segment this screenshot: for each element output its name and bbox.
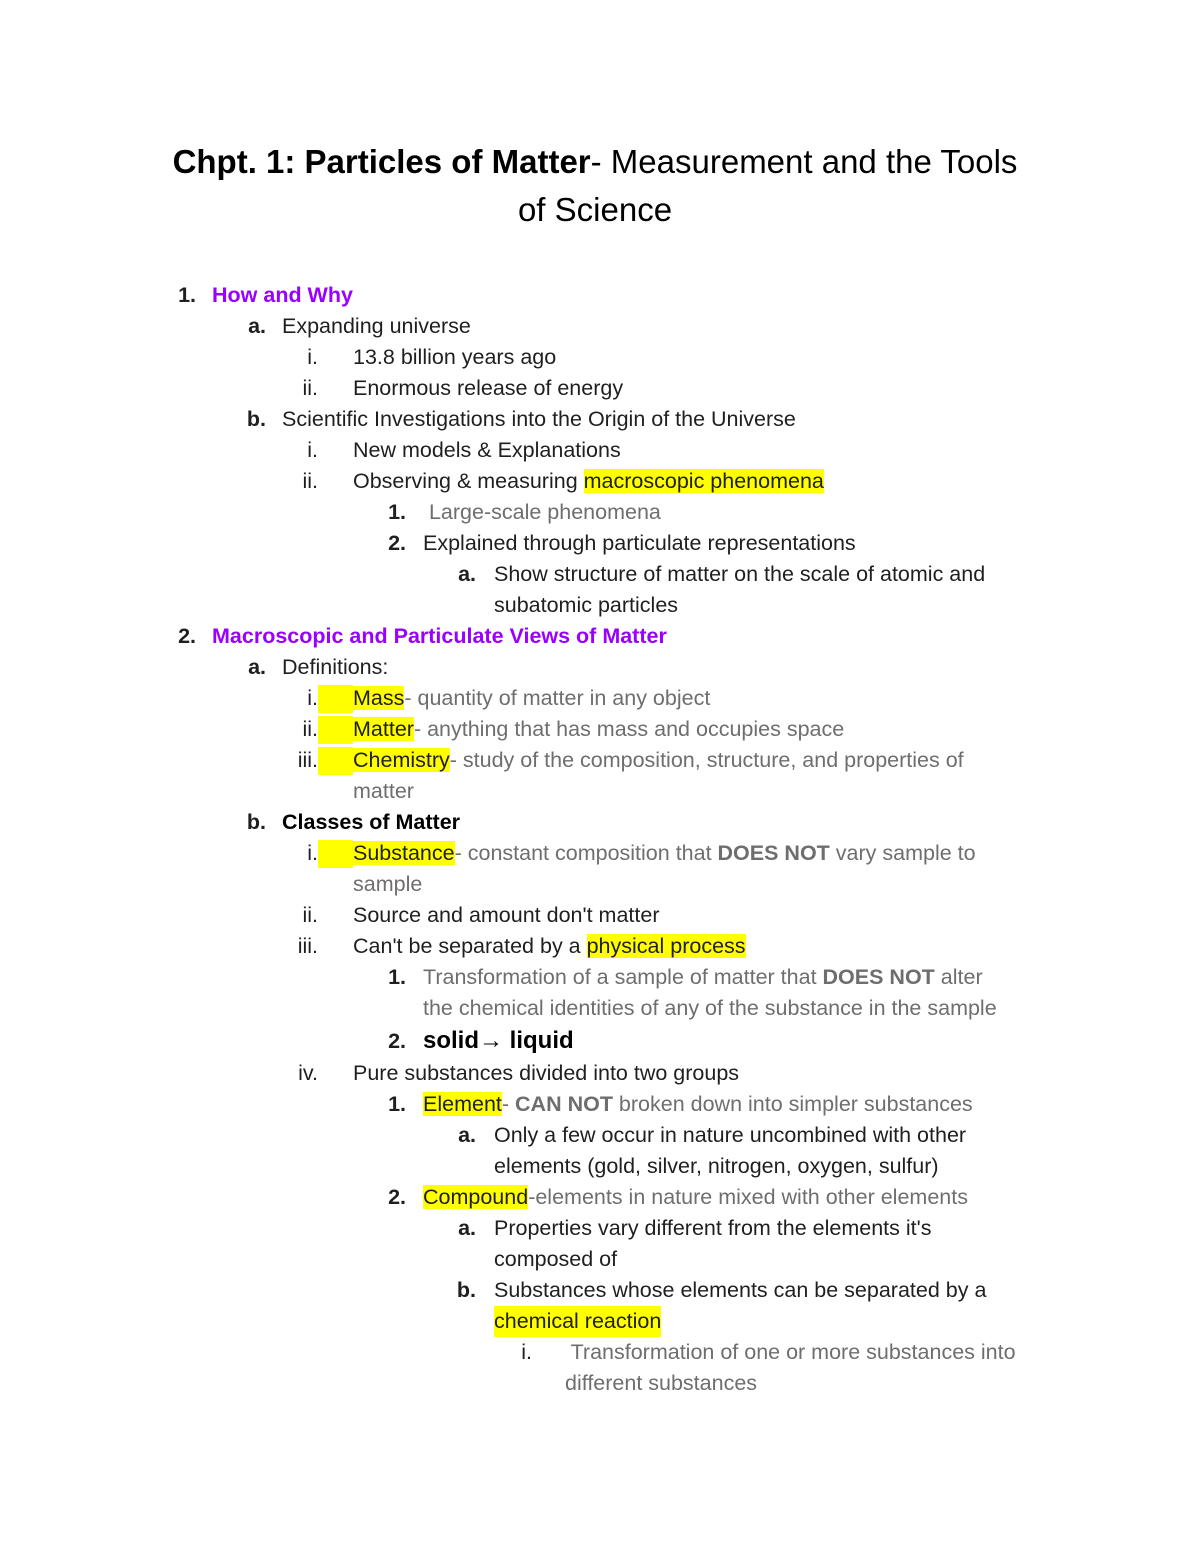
list-item-text: Observing & measuring bbox=[353, 469, 584, 493]
list-marker: iii. bbox=[297, 748, 318, 772]
list-item-text: Expanding universe bbox=[282, 314, 471, 338]
list-item-text: Scientific Investigations into the Origin of the Universe bbox=[282, 407, 796, 431]
definition-term: Chemistry bbox=[353, 748, 450, 772]
definition-text: - anything that has mass and occupies space bbox=[413, 717, 845, 741]
highlighted-term: chemical reaction bbox=[494, 1306, 661, 1337]
list-marker: b. bbox=[456, 1278, 476, 1302]
definition-term: Mass bbox=[353, 686, 405, 710]
list-item-text: Transformation of a sample of matter that bbox=[423, 965, 823, 989]
definition-term: Element bbox=[423, 1092, 502, 1116]
list-marker: i. bbox=[307, 345, 318, 369]
definition-text: - bbox=[501, 1092, 516, 1116]
list-item-text: elements (gold, silver, nitrogen, oxygen, sulfur) bbox=[494, 1154, 939, 1178]
title-bold: Chpt. 1: Particles of Matter bbox=[172, 143, 591, 180]
list-marker: iv. bbox=[298, 1061, 318, 1085]
list-item-text: solid→ liquid bbox=[423, 1027, 574, 1054]
list-item-text: Pure substances divided into two groups bbox=[353, 1061, 740, 1085]
highlight-fill bbox=[318, 840, 353, 868]
list-marker: a. bbox=[458, 1123, 476, 1147]
list-marker: 2. bbox=[178, 624, 196, 648]
highlight-fill bbox=[318, 716, 353, 744]
list-item-text: Show structure of matter on the scale of atomic and bbox=[494, 562, 986, 586]
list-marker: b. bbox=[246, 810, 266, 834]
list-item-text: composed of bbox=[494, 1247, 618, 1271]
list-item-text: Explained through particulate representations bbox=[423, 531, 856, 555]
list-marker: a. bbox=[248, 314, 266, 338]
definition-text: vary sample to bbox=[829, 841, 976, 865]
definition-text: - study of the composition, structure, and properties of bbox=[449, 748, 964, 772]
list-marker: i. bbox=[307, 438, 318, 462]
list-item-text: Definitions: bbox=[282, 655, 389, 679]
definition-text: sample bbox=[353, 872, 423, 896]
list-marker: a. bbox=[458, 1216, 476, 1240]
list-marker: b. bbox=[246, 407, 266, 431]
highlighted-term: macroscopic phenomena bbox=[583, 469, 824, 493]
list-marker: i. bbox=[307, 841, 318, 865]
list-marker: 1. bbox=[388, 965, 406, 989]
list-marker: i. bbox=[521, 1340, 532, 1364]
list-marker: 1. bbox=[388, 500, 406, 524]
definition-text: broken down into simpler substances bbox=[612, 1092, 973, 1116]
list-marker: ii. bbox=[302, 903, 318, 927]
list-item-text: subatomic particles bbox=[494, 593, 679, 617]
section-1-heading: How and Why bbox=[212, 283, 353, 307]
emphasis-text: DOES NOT bbox=[717, 841, 830, 865]
list-marker: 1. bbox=[178, 283, 196, 307]
definition-term: Compound bbox=[423, 1185, 529, 1209]
list-item-text: alter bbox=[934, 965, 983, 989]
list-item-text: different substances bbox=[565, 1371, 758, 1395]
definition-text: -elements in nature mixed with other elements bbox=[528, 1185, 968, 1209]
list-marker: a. bbox=[248, 655, 266, 679]
highlight-fill bbox=[318, 685, 353, 713]
list-marker: ii. bbox=[302, 717, 318, 741]
list-marker: a. bbox=[458, 562, 476, 586]
definition-term: Matter bbox=[353, 717, 414, 741]
list-item-text: New models & Explanations bbox=[353, 438, 621, 462]
list-marker: ii. bbox=[302, 469, 318, 493]
page-title bbox=[120, 138, 1070, 234]
highlight-fill bbox=[318, 747, 353, 775]
definition-term: Substance bbox=[353, 841, 455, 865]
title-rest-line1: - Measurement and the Tools bbox=[590, 143, 1018, 180]
list-item-text: Source and amount don't matter bbox=[353, 903, 660, 927]
list-item-text: Properties vary different from the elements it's bbox=[494, 1216, 932, 1240]
list-marker: 2. bbox=[388, 1185, 406, 1209]
list-item-text: Enormous release of energy bbox=[353, 376, 624, 400]
definition-text: matter bbox=[353, 779, 414, 803]
list-marker: 2. bbox=[388, 1029, 406, 1053]
emphasis-text: CAN NOT bbox=[515, 1092, 613, 1116]
emphasis-text: DOES NOT bbox=[822, 965, 935, 989]
list-marker: 1. bbox=[388, 1092, 406, 1116]
list-marker: 2. bbox=[388, 531, 406, 555]
definition-text: - quantity of matter in any object bbox=[404, 686, 711, 710]
list-item-text: Only a few occur in nature uncombined with other bbox=[494, 1123, 967, 1147]
list-marker: iii. bbox=[297, 934, 318, 958]
list-item-text: Large-scale phenomena bbox=[423, 500, 661, 524]
list-item-text: Substances whose elements can be separated by a bbox=[494, 1278, 987, 1302]
definition-text: - constant composition that bbox=[454, 841, 718, 865]
list-item-text: Can't be separated by a bbox=[353, 934, 587, 958]
list-marker: i. bbox=[307, 686, 318, 710]
highlighted-term: physical process bbox=[586, 934, 746, 958]
list-item-text: 13.8 billion years ago bbox=[353, 345, 557, 369]
list-item-text: the chemical identities of any of the substance in the sample bbox=[423, 996, 997, 1020]
title-rest-line2: of Science bbox=[517, 191, 673, 228]
subsection-heading: Classes of Matter bbox=[282, 810, 461, 834]
section-2-heading: Macroscopic and Particulate Views of Matter bbox=[212, 624, 667, 648]
list-item-text: Transformation of one or more substances into bbox=[565, 1340, 1016, 1364]
list-marker: ii. bbox=[302, 376, 318, 400]
